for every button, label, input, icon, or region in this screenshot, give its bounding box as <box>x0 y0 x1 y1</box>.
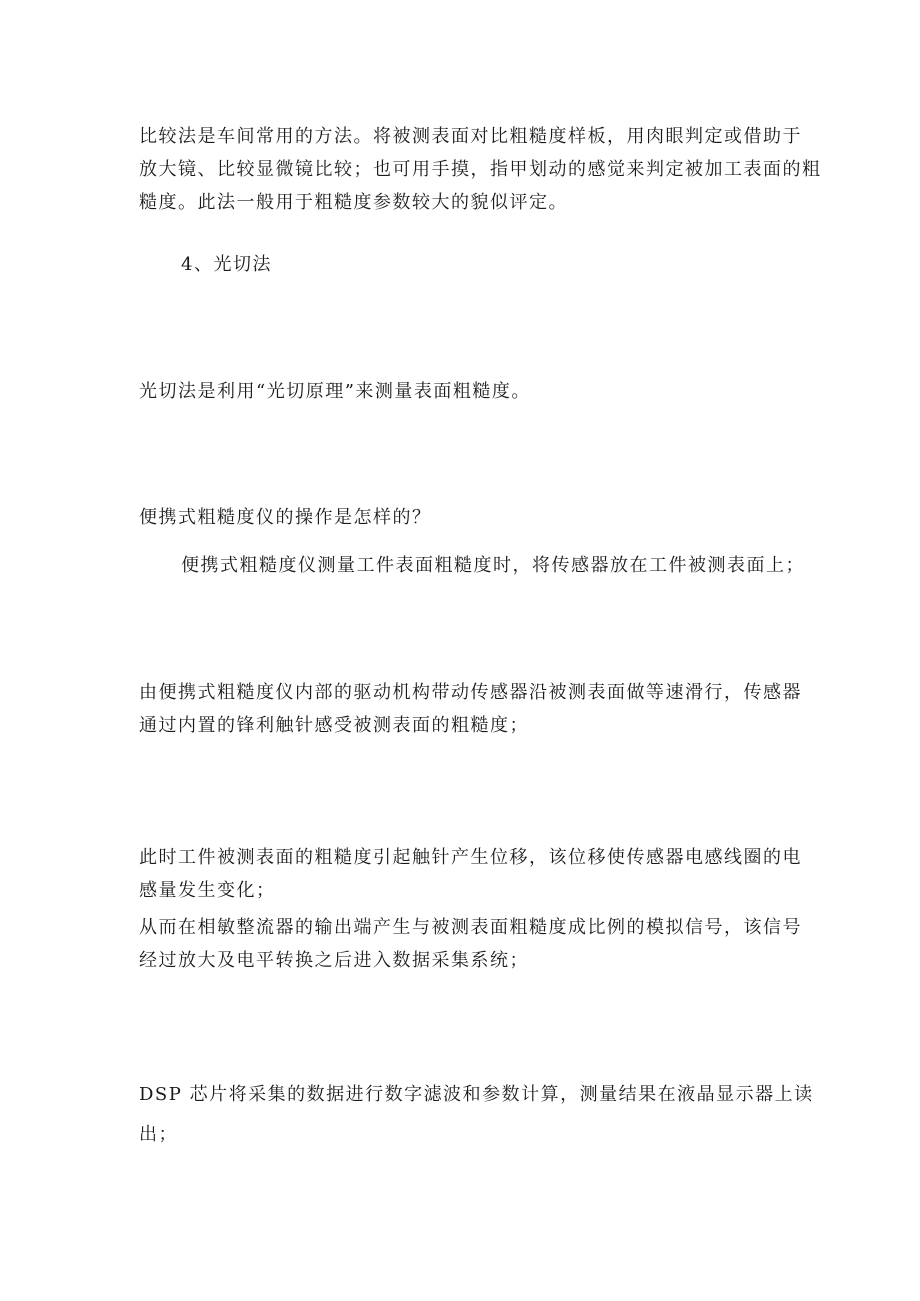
text-line: 从而在相敏整流器的输出端产生与被测表面粗糙度成比例的模拟信号，该信号 <box>139 917 802 938</box>
paragraph-signal <box>139 911 802 977</box>
paragraph-comparison-method <box>139 120 822 219</box>
paragraph-portable-operation: 便携式粗糙度仪测量工件表面粗糙度时，将传感器放在工件被测表面上； <box>181 555 805 576</box>
text-line: 由便携式粗糙度仪内部的驱动机构带动传感器沿被测表面做等速滑行，传感器 <box>139 682 802 703</box>
text-line: DSP 芯片将采集的数据进行数字滤波和参数计算，测量结果在液晶显示器上读 <box>139 1084 814 1105</box>
question-heading: 便携式粗糙度仪的操作是怎样的？ <box>139 507 432 528</box>
paragraph-light-section-method: 光切法是利用“光切原理”来测量表面粗糙度。 <box>139 381 531 402</box>
text-line: 糙度。此法一般用于粗糙度参数较大的貌似评定。 <box>139 192 568 213</box>
section-heading: 4、光切法 <box>181 254 272 275</box>
text-line: 出； <box>139 1124 178 1145</box>
paragraph-displacement <box>139 841 802 907</box>
text-line: 此时工件被测表面的粗糙度引起触针产生位移，该位移使传感器电感线圈的电 <box>139 847 802 868</box>
paragraph-drive-mechanism <box>139 676 802 742</box>
text-line: 放大镜、比较显微镜比较；也可用手摸，指甲划动的感觉来判定被加工表面的粗 <box>139 159 822 180</box>
text-line: 比较法是车间常用的方法。将被测表面对比粗糙度样板，用肉眼判定或借助于 <box>139 126 802 147</box>
paragraph-dsp <box>139 1075 814 1155</box>
text-line: 感量发生变化； <box>139 880 276 901</box>
text-line: 经过放大及电平转换之后进入数据采集系统； <box>139 950 529 971</box>
text-line: 通过内置的锋利触针感受被测表面的粗糙度； <box>139 715 529 736</box>
